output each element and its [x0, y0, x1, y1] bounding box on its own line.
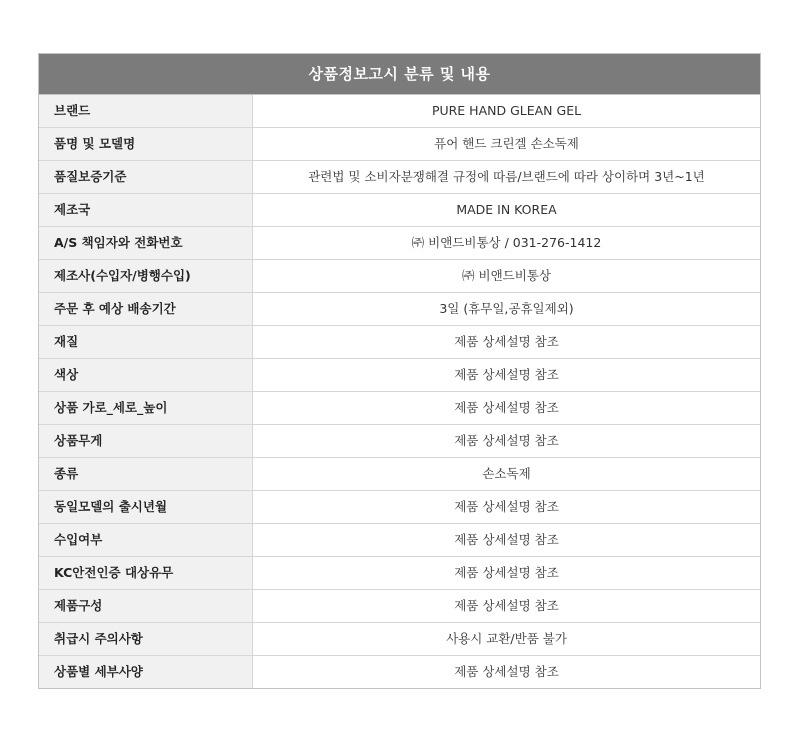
- row-value: 제품 상세설명 참조: [454, 334, 559, 349]
- row-value: 제품 상세설명 참조: [454, 433, 559, 448]
- table-row: [39, 358, 760, 391]
- row-label: 재질: [39, 326, 253, 358]
- row-value: 퓨어 핸드 크린겔 손소독제: [434, 136, 579, 151]
- row-value: 제품 상세설명 참조: [454, 400, 559, 415]
- product-info-table: [38, 53, 761, 689]
- row-label: 종류: [39, 458, 253, 490]
- table-row: [39, 589, 760, 622]
- row-label: 상품무게: [39, 425, 253, 457]
- table-row: [39, 391, 760, 424]
- table-body: [39, 94, 760, 688]
- table-row: [39, 556, 760, 589]
- row-value: 사용시 교환/반품 불가: [446, 631, 567, 646]
- table-row: [39, 226, 760, 259]
- row-value: 제품 상세설명 참조: [454, 598, 559, 613]
- row-label: 수입여부: [39, 524, 253, 556]
- row-label: 품질보증기준: [39, 161, 253, 193]
- row-label: A/S 책임자와 전화번호: [39, 227, 253, 259]
- row-label: 품명 및 모델명: [39, 128, 253, 160]
- row-label: 상품별 세부사양: [39, 656, 253, 688]
- row-value: 관련법 및 소비자분쟁해결 규정에 따름/브랜드에 따라 상이하며 3년~1년: [308, 169, 705, 184]
- row-label: 상품 가로_세로_높이: [39, 392, 253, 424]
- row-label: KC안전인증 대상유무: [39, 557, 253, 589]
- table-row: [39, 127, 760, 160]
- row-value: 손소독제: [482, 466, 531, 481]
- row-value: 제품 상세설명 참조: [454, 664, 559, 679]
- table-row: [39, 490, 760, 523]
- row-value: ㈜ 비앤드비통상 / 031-276-1412: [411, 235, 602, 250]
- table-row: [39, 160, 760, 193]
- row-label: 제품구성: [39, 590, 253, 622]
- row-value: 3일 (휴무일,공휴일제외): [439, 301, 574, 316]
- row-label: 동일모델의 출시년월: [39, 491, 253, 523]
- row-label: 취급시 주의사항: [39, 623, 253, 655]
- row-value: ㈜ 비앤드비통상: [462, 268, 551, 283]
- table-row: [39, 424, 760, 457]
- row-label: 브랜드: [39, 95, 253, 127]
- table-row: [39, 94, 760, 127]
- table-row: [39, 523, 760, 556]
- row-value: PURE HAND GLEAN GEL: [431, 103, 582, 118]
- table-title: 상품정보고시 분류 및 내용: [39, 54, 760, 94]
- row-label: 주문 후 예상 배송기간: [39, 293, 253, 325]
- table-row: [39, 622, 760, 655]
- row-value: MADE IN KOREA: [456, 202, 557, 217]
- row-value: 제품 상세설명 참조: [454, 499, 559, 514]
- row-value: 제품 상세설명 참조: [454, 532, 559, 547]
- row-label: 색상: [39, 359, 253, 391]
- row-value: 제품 상세설명 참조: [454, 367, 559, 382]
- table-row: [39, 457, 760, 490]
- table-row: [39, 193, 760, 226]
- row-label: 제조국: [39, 194, 253, 226]
- table-row: [39, 259, 760, 292]
- row-value: 제품 상세설명 참조: [454, 565, 559, 580]
- table-row: [39, 325, 760, 358]
- table-row: [39, 655, 760, 688]
- row-label: 제조사(수입자/병행수입): [39, 260, 253, 292]
- table-row: [39, 292, 760, 325]
